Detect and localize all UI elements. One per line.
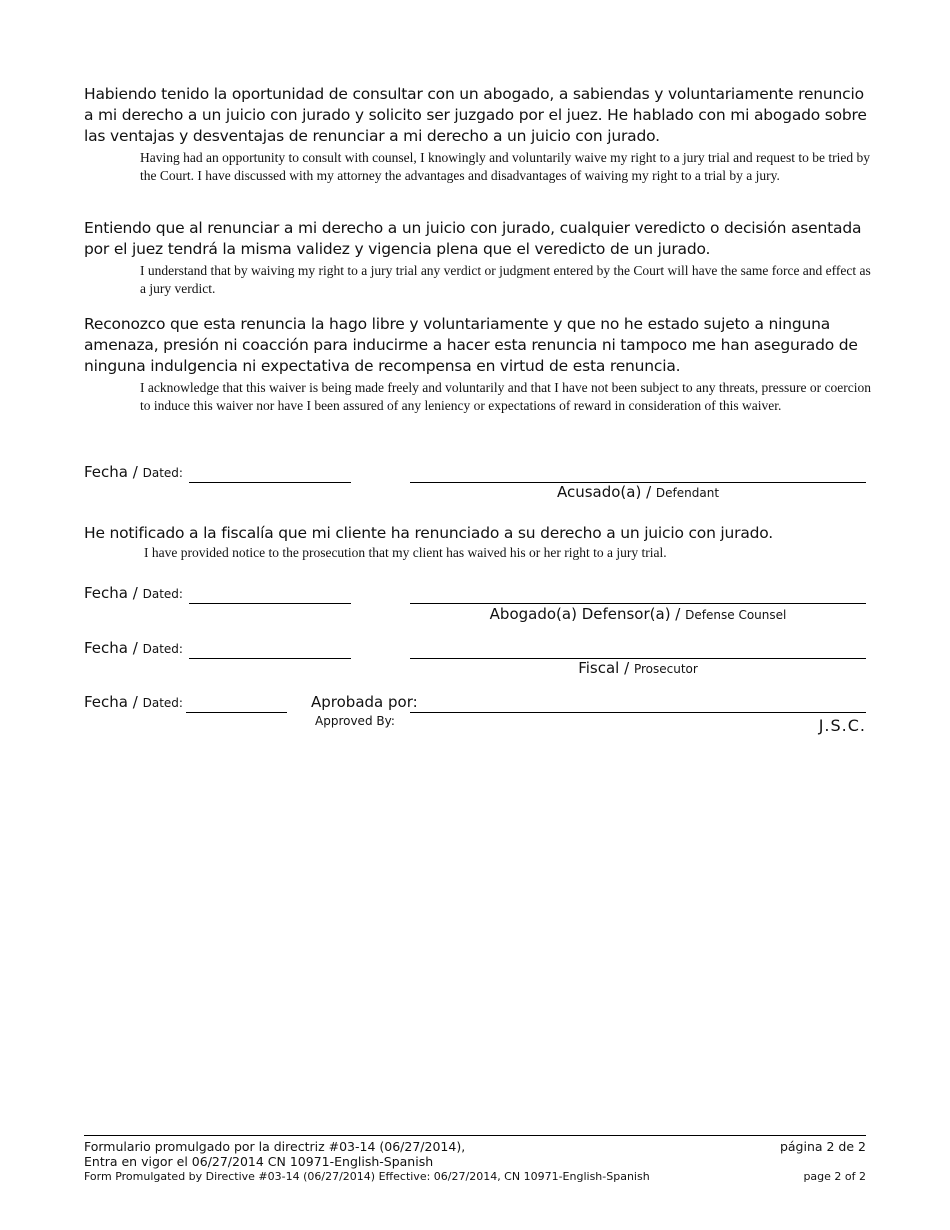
date-label: Fecha / Dated:	[84, 463, 183, 481]
notice-spanish: He notificado a la fiscalía que mi cliente ha renunciado a su derecho a un juicio con jurado.	[84, 524, 774, 542]
paragraph-acknowledge	[84, 314, 874, 415]
paragraph-spanish: Entiendo que al renunciar a mi derecho a un juicio con jurado, cualquier veredicto o decisión asentada por el juez tendrá la misma validez y vigencia plena que el veredicto de un jurado.	[84, 219, 862, 258]
footer-effective-es: Entra en vigor el 06/27/2014 CN 10971-English-Spanish	[84, 1154, 434, 1169]
date-field-prosecutor[interactable]	[189, 658, 351, 659]
judge-signature-line[interactable]	[410, 712, 866, 713]
defendant-caption: Acusado(a) / Defendant	[556, 483, 720, 501]
footer-directive-en: Form Promulgated by Directive #03-14 (06/27/2014) Effective: 06/27/2014, CN 10971-English-Spanish	[84, 1170, 650, 1183]
date-label: Fecha / Dated:	[84, 693, 183, 711]
footer	[84, 1135, 866, 1184]
prosecutor-caption: Fiscal / Prosecutor	[578, 659, 698, 677]
notice-english: I have provided notice to the prosecution that my client has waived his or her right to a jury trial.	[144, 545, 667, 560]
date-field-approved[interactable]	[186, 712, 287, 713]
defense-counsel-signature-line[interactable]	[410, 603, 866, 604]
paragraph-english: Having had an opportunity to consult with counsel, I knowingly and voluntarily waive my right to a jury trial and request to be tried by the Court. I have discussed with my attorney the advantages and disadvantages of waiving my right to a trial by a jury.	[140, 150, 870, 183]
footer-directive-es: Formulario promulgado por la directriz #03-14 (06/27/2014),	[84, 1139, 466, 1154]
date-label: Fecha / Dated:	[84, 584, 183, 602]
paragraph-spanish: Habiendo tenido la oportunidad de consultar con un abogado, a sabiendas y voluntariamente renuncio a mi derecho a un juicio con jurado y solicito ser juzgado por el juez. He hablado con mi abogado sobre las ventajas y desventajas de renunciar a mi derecho a un juicio con jurado.	[84, 85, 867, 145]
defense-counsel-caption: Abogado(a) Defensor(a) / Defense Counsel	[489, 605, 787, 623]
footer-page-en: page 2 of 2	[803, 1170, 866, 1183]
paragraph-verdict	[84, 218, 874, 298]
paragraph-english: I acknowledge that this waiver is being made freely and voluntarily and that I have not been subject to any threats, pressure or coercion to induce this waiver nor have I been assured of any leniency or expectations of reward in consideration of this waiver.	[140, 380, 871, 413]
jsc-label: J.S.C.	[818, 716, 866, 735]
date-label: Fecha / Dated:	[84, 639, 183, 657]
notice	[84, 523, 874, 562]
date-field-defense[interactable]	[189, 603, 351, 604]
paragraph-spanish: Reconozco que esta renuncia la hago libre y voluntariamente y que no he estado sujeto a ninguna amenaza, presión ni coacción para inducirme a hacer esta renuncia ni tampoco me han asegurado de ninguna indulgencia ni expectativa de recompensa en virtud de esta renuncia.	[84, 315, 858, 375]
paragraph-waiver	[84, 84, 874, 185]
approved-by-english: Approved By:	[315, 714, 395, 728]
footer-page-es: página 2 de 2	[779, 1139, 866, 1154]
paragraph-english: I understand that by waiving my right to a jury trial any verdict or judgment entered by the Court will have the same force and effect as a jury verdict.	[140, 263, 871, 296]
approved-by-label: Aprobada por:	[311, 693, 418, 711]
date-field-defendant[interactable]	[189, 482, 351, 483]
